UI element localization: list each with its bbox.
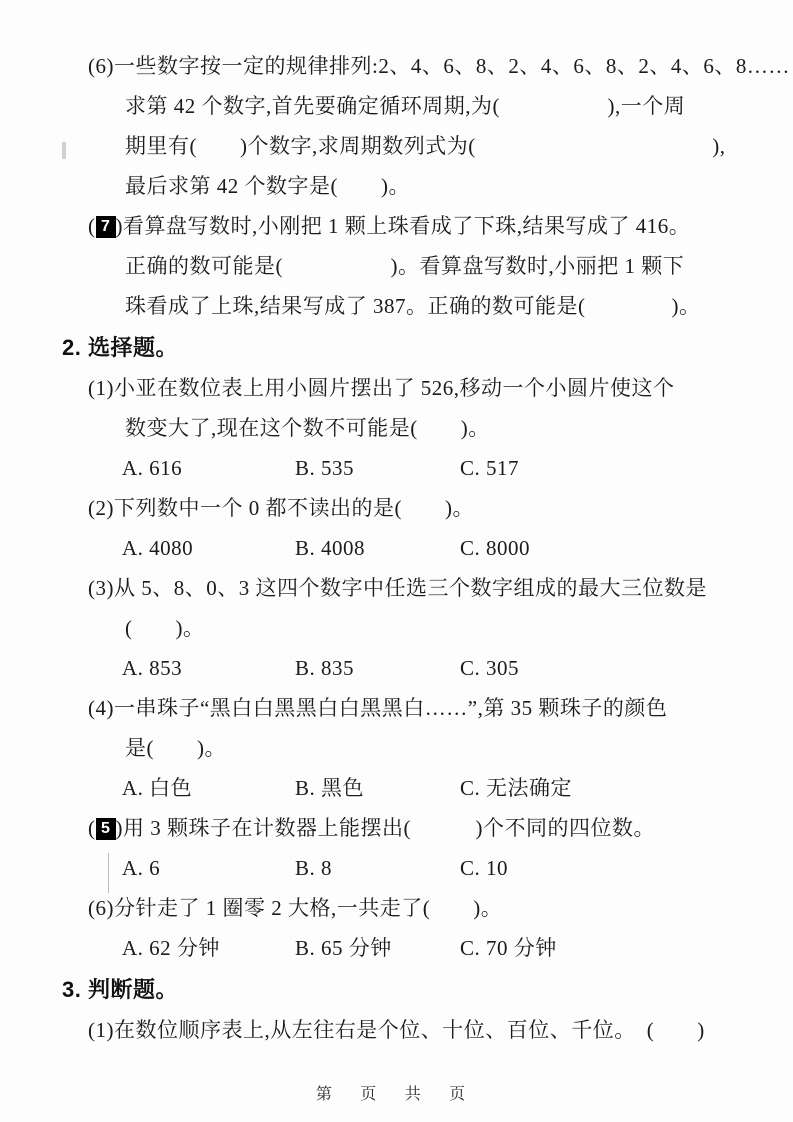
judge-section-header: 3. 判断题。 xyxy=(62,977,178,1002)
choice-q5-line1 xyxy=(88,808,793,848)
choice-q2-line1: (2)下列数中一个 0 都不读出的是( )。 xyxy=(88,496,474,520)
choice-q5-number-badge: 5 xyxy=(96,818,116,840)
choice-q6-options-row xyxy=(122,928,793,968)
fillin-q7-number-badge: 7 xyxy=(96,216,116,238)
fillin-q6-line3: 期里有( )个数字,求周期数列式为( ), xyxy=(125,134,726,158)
choice-q4-option-b: B. 黑色 xyxy=(295,776,365,800)
choice-q6-option-b: B. 65 分钟 xyxy=(295,936,392,960)
fillin-q7-line1 xyxy=(88,206,793,246)
choice-q2-option-a: A. 4080 xyxy=(122,536,194,560)
fillin-q7-open-paren: ( xyxy=(88,214,96,238)
choice-q1-options-row xyxy=(122,448,793,488)
choice-q3-line2: ( )。 xyxy=(125,616,205,640)
choice-q5-line1-text: )用 3 颗珠子在计数器上能摆出( )个不同的四位数。 xyxy=(115,816,655,840)
choice-q6-line1: (6)分针走了 1 圈零 2 大格,一共走了( )。 xyxy=(88,896,503,920)
choice-q6-option-c: C. 70 分钟 xyxy=(460,936,557,960)
choice-q1-option-a: A. 616 xyxy=(122,456,183,480)
choice-q1-option-c: C. 517 xyxy=(460,456,520,480)
choice-q1-option-b: B. 535 xyxy=(295,456,355,480)
choice-q5-options-row xyxy=(122,848,793,888)
choice-q5-option-b: B. 8 xyxy=(295,856,333,880)
fillin-q6-line1: (6)一些数字按一定的规律排列:2、4、6、8、2、4、6、8、2、4、6、8…… xyxy=(88,54,790,78)
fillin-q7-line2: 正确的数可能是( )。看算盘写数时,小丽把 1 颗下 xyxy=(125,254,685,278)
choice-q3-option-a: A. 853 xyxy=(122,656,183,680)
choice-q4-options-row xyxy=(122,768,793,808)
fillin-q7-line3: 珠看成了上珠,结果写成了 387。正确的数可能是( )。 xyxy=(125,294,701,318)
choice-q4-option-c: C. 无法确定 xyxy=(460,776,573,800)
choice-q5-option-a: A. 6 xyxy=(122,856,161,880)
choice-q3-option-c: C. 305 xyxy=(460,656,520,680)
choice-q3-line1: (3)从 5、8、0、3 这四个数字中任选三个数字组成的最大三位数是 xyxy=(88,576,707,600)
choice-q3-options-row xyxy=(122,648,793,688)
choice-q5-open-paren: ( xyxy=(88,816,96,840)
page-footer: 第 页 共 页 xyxy=(315,1086,478,1103)
choice-q4-line1: (4)一串珠子“黑白白黑黑白白黑黑白……”,第 35 颗珠子的颜色 xyxy=(88,696,668,720)
choice-q3-option-b: B. 835 xyxy=(295,656,355,680)
choice-section-header: 2. 选择题。 xyxy=(62,335,178,360)
worksheet-content xyxy=(0,46,793,1050)
choice-q4-option-a: A. 白色 xyxy=(122,776,193,800)
judge-q1-line1: (1)在数位顺序表上,从左往右是个位、十位、百位、千位。 ( ) xyxy=(88,1018,705,1042)
fillin-q6-line2: 求第 42 个数字,首先要确定循环周期,为( ),一个周 xyxy=(125,94,686,118)
choice-q5-option-c: C. 10 xyxy=(460,856,509,880)
fillin-q7-line1-text: )看算盘写数时,小刚把 1 颗上珠看成了下珠,结果写成了 416。 xyxy=(115,214,691,238)
choice-q2-option-c: C. 8000 xyxy=(460,536,531,560)
choice-q2-options-row xyxy=(122,528,793,568)
choice-q4-line2: 是( )。 xyxy=(125,736,226,760)
choice-q1-line2: 数变大了,现在这个数不可能是( )。 xyxy=(125,416,490,440)
choice-q2-option-b: B. 4008 xyxy=(295,536,366,560)
choice-q1-line1: (1)小亚在数位表上用小圆片摆出了 526,移动一个小圆片使这个 xyxy=(88,376,675,400)
choice-q6-option-a: A. 62 分钟 xyxy=(122,936,220,960)
fillin-q6-line4: 最后求第 42 个数字是( )。 xyxy=(125,174,410,198)
